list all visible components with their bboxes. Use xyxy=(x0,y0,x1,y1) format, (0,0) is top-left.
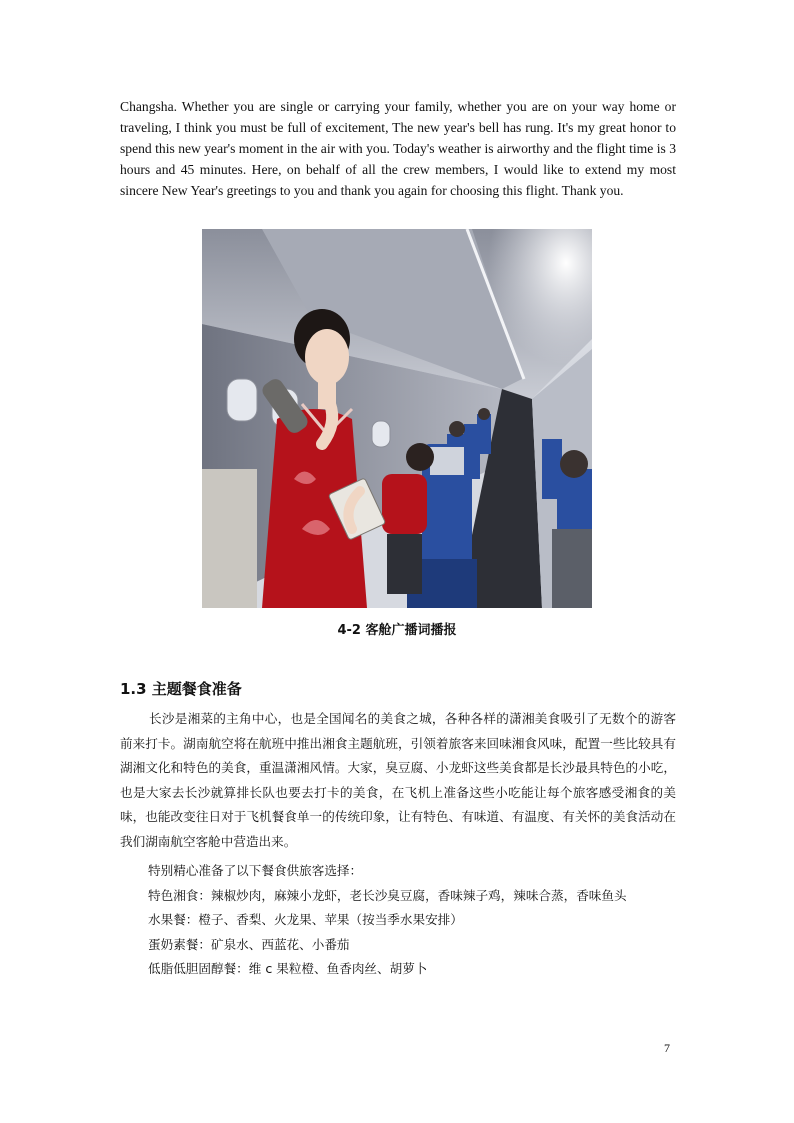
meal-intro-line: 特别精心准备了以下餐食供旅客选择： xyxy=(148,863,363,878)
meal-option-vegetarian: 蛋奶素餐：矿泉水、西蓝花、小番茄 xyxy=(148,936,350,952)
meal-option-low-fat: 低脂低胆固醇餐：维 c 果粒橙、鱼香肉丝、胡萝卜 xyxy=(148,961,428,976)
figure-caption: 4-2 客舱广播词播报 xyxy=(337,623,457,638)
page-number: 7 xyxy=(664,1041,670,1055)
intro-paragraph: Changsha. Whether you are single or carrying your family, whether you are on your way home or traveling, I think you must be full of excitement, The new year's bell has rung. It's my great honor to spend this new year's moment in the air with you. Today's weather is airworthy and the flight time is 3 hours and 45 minutes. Here, on behalf of all the crew members, I would like to extend my most sincere New Year's greetings to you and thank you again for choosing this flight. Thank you. xyxy=(120,99,676,198)
meal-option-fruit: 水果餐：橙子、香梨、火龙果、苹果（按当季水果安排） xyxy=(148,912,463,927)
section-paragraph: 长沙是湘菜的主角中心，也是全国闻名的美食之城，各种各样的潇湘美食吸引了无数个的游客前来打卡。湖南航空将在航班中推出湘食主题航班，引领着旅客来回味湘食风味，配置一些比较具有湖湘文化和特色的美食，重温潇湘风情。大家，臭豆腐、小龙虾这些美食都是长沙最具特色的小吃，也是大家去长沙就算排长队也要去打卡的美食，在飞机上准备这些小吃能让每个旅客感受湘食的美味，也能改变往日对于飞机餐食单一的传统印象，让有特色、有味道、有温度、有关怀的美食活动在我们湖南航空客舱中营造出来。 xyxy=(120,711,676,849)
section-heading: 1.3 主题餐食准备 xyxy=(120,680,242,698)
cabin-announcement-photo xyxy=(202,229,592,608)
meal-option-hunan-cuisine: 特色湘食：辣椒炒肉，麻辣小龙虾，老长沙臭豆腐，香味辣子鸡，辣味合蒸，香味鱼头 xyxy=(148,887,627,903)
meal-options-list xyxy=(148,859,678,982)
